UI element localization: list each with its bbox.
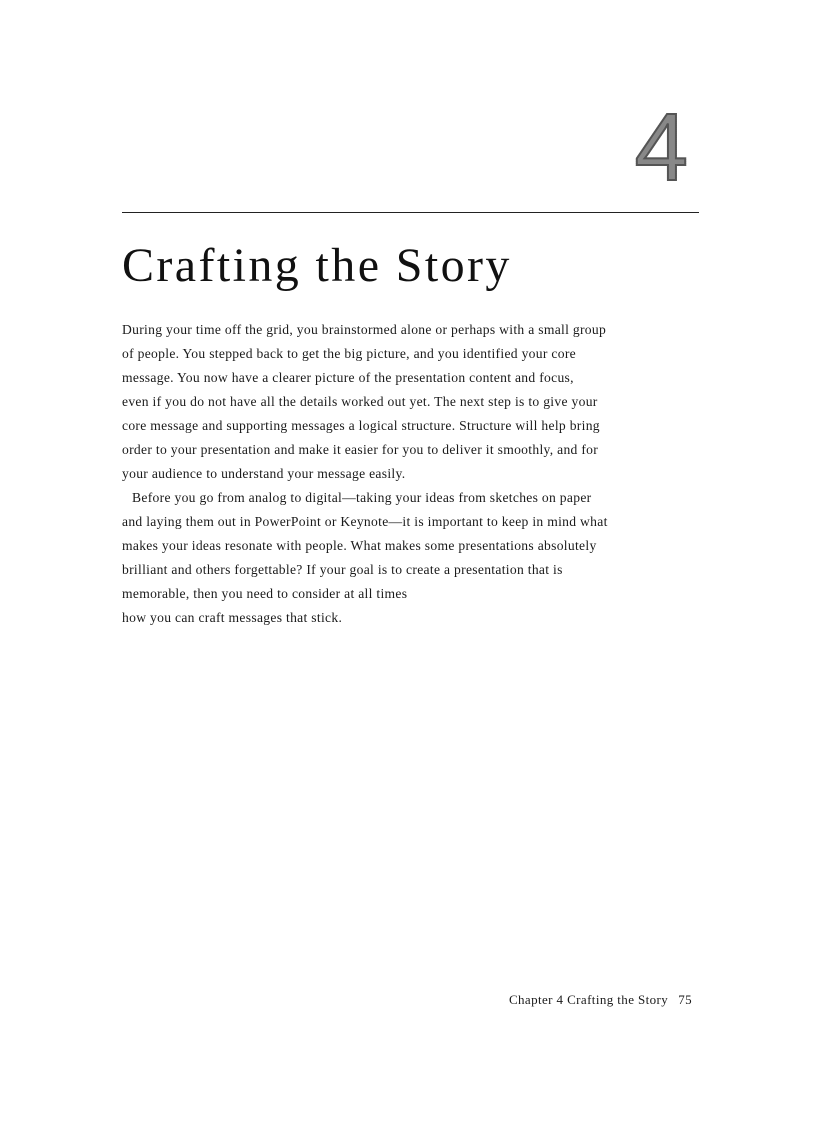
body-line: core message and supporting messages a logical structure. Structure will help bring: [122, 418, 600, 433]
chapter-divider-rule: [122, 212, 699, 213]
page-number: 75: [678, 992, 692, 1007]
running-head: Chapter 4 Crafting the Story: [508, 992, 669, 1007]
body-line: brilliant and others forgettable? If your goal is to create a presentation that is: [122, 562, 563, 577]
body-line: memorable, then you need to consider at all times: [122, 586, 408, 601]
page-footer: [509, 992, 692, 1008]
body-line: During your time off the grid, you brainstormed alone or perhaps with a small group: [122, 322, 607, 337]
body-line: and laying them out in PowerPoint or Keynote—it is important to keep in mind what: [122, 514, 608, 529]
body-line: Before you go from analog to digital—taking your ideas from sketches on paper: [132, 490, 592, 505]
body-line: how you can craft messages that stick.: [122, 610, 343, 625]
chapter-title: Crafting the Story: [122, 239, 512, 292]
body-line: of people. You stepped back to get the big picture, and you identified your core: [122, 346, 576, 361]
body-line: order to your presentation and make it easier for you to deliver it smoothly, and for: [122, 442, 599, 457]
body-line: message. You now have a clearer picture of the presentation content and focus,: [122, 370, 574, 385]
body-text: [122, 318, 702, 630]
body-line: your audience to understand your message easily.: [122, 466, 406, 481]
body-line: even if you do not have all the details worked out yet. The next step is to give your: [122, 394, 598, 409]
body-line: makes your ideas resonate with people. What makes some presentations absolutely: [122, 538, 597, 553]
chapter-number: 4: [634, 94, 688, 201]
